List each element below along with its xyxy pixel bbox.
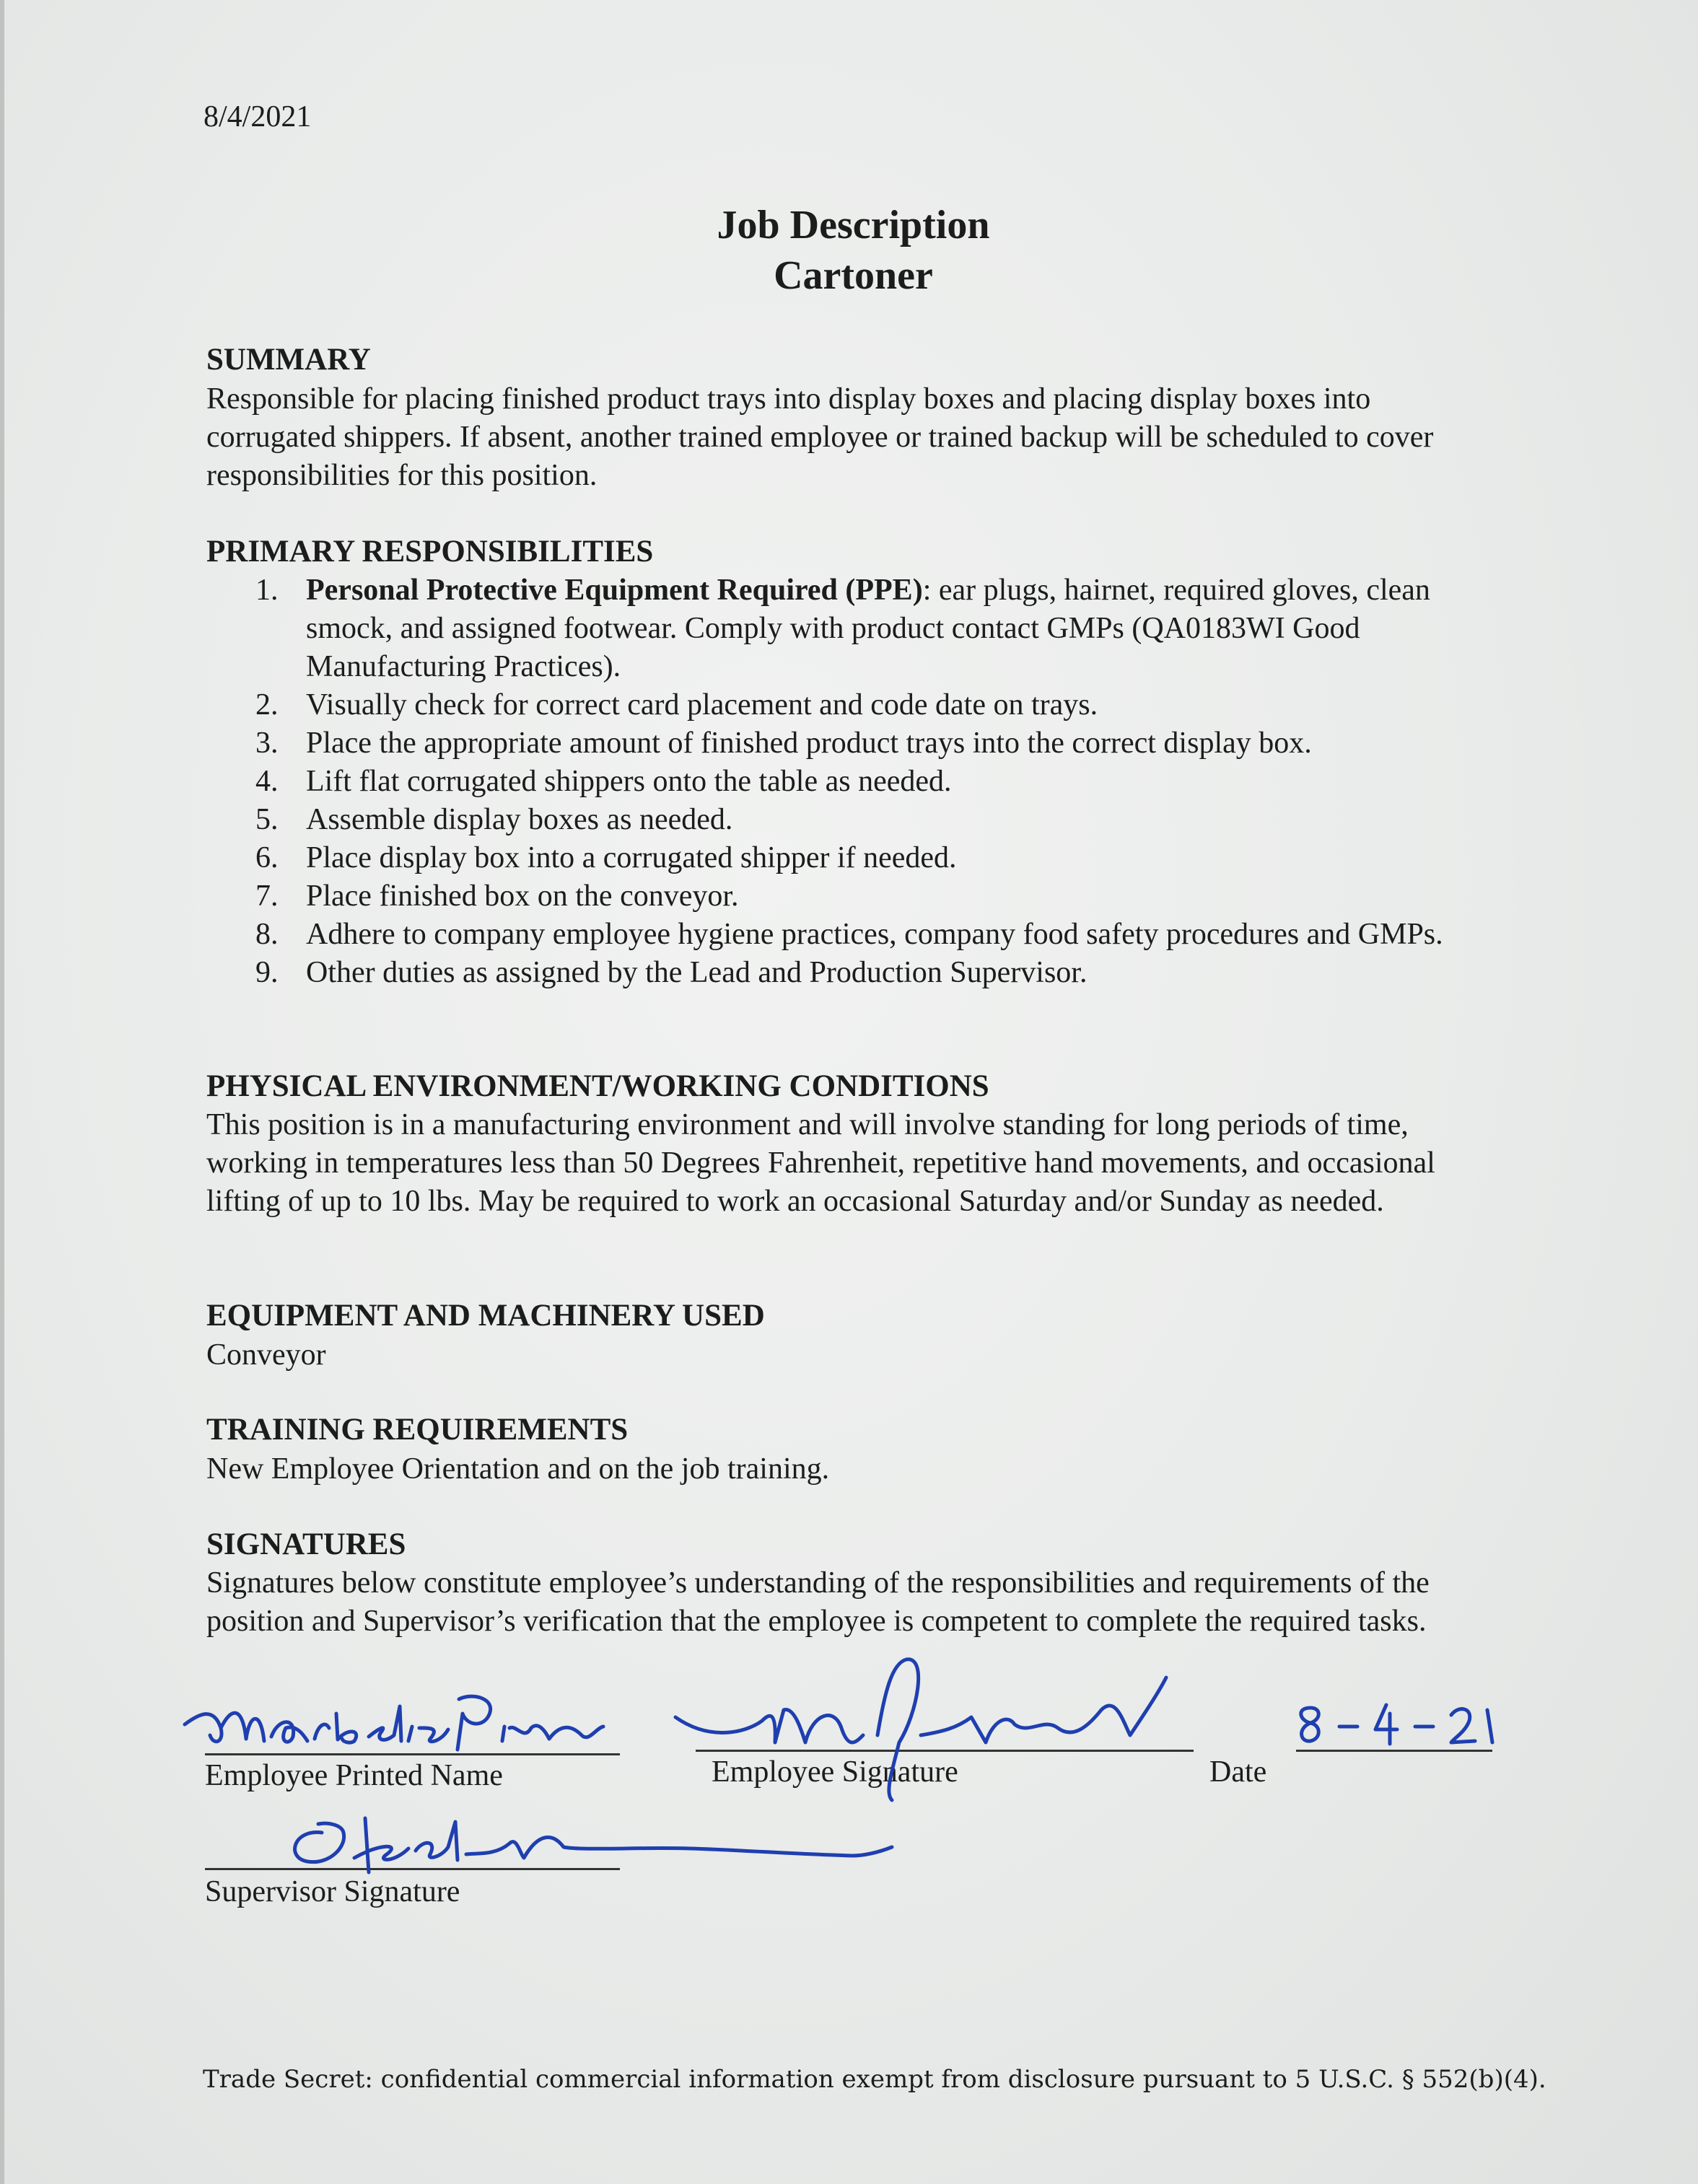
list-item [206, 954, 1505, 992]
list-item-number: 1. [255, 574, 279, 607]
trade-secret-footer: Trade Secret: confidential commercial information exempt from disclosure pursuant to 5 U.S.C. § 552(b)(4). [203, 2065, 1546, 2094]
responsibilities-list [206, 571, 1505, 992]
date-line [1296, 1750, 1492, 1752]
list-item-text: Place finished box on the conveyor. [306, 880, 739, 913]
signatures-text: Signatures below constitute employee’s understanding of the responsibilities and requirements of the position and Supervisor’s verification that the employee is competent to complete the required tasks. [206, 1566, 1430, 1638]
list-item-text: Place display box into a corrugated shipper if needed. [306, 841, 957, 874]
list-item [206, 763, 1505, 801]
training-heading: TRAINING REQUIREMENTS [206, 1413, 629, 1447]
physical-environment-text: This position is in a manufacturing environment and will involve standing for long periods of time, working in temperatures less than 50 Degrees Fahrenheit, repetitive hand movements, and occasional lifting of up to 10 lbs. May be required to work an occasional Saturday and/or Sunday as needed. [206, 1108, 1435, 1218]
list-item-number: 2. [255, 688, 279, 722]
summary-heading: SUMMARY [206, 343, 371, 377]
list-item-number: 8. [255, 918, 279, 951]
list-item-text: : ear plugs, hairnet, required gloves, clean smock, and assigned footwear. Comply with product contact GMPs (QA0183WI Good Manufacturing Practices). [306, 574, 1430, 683]
list-item-text: Assemble display boxes as needed. [306, 803, 733, 836]
document-date: 8/4/2021 [204, 100, 312, 133]
supervisor-signature-label: Supervisor Signature [205, 1875, 460, 1908]
employee-signature-ink [668, 1649, 1217, 1807]
job-title: Cartoner [774, 253, 933, 298]
date-label: Date [1209, 1755, 1267, 1789]
physical-environment-heading: PHYSICAL ENVIRONMENT/WORKING CONDITIONS [206, 1069, 989, 1103]
list-item [206, 916, 1505, 954]
date-handwriting [1289, 1699, 1505, 1750]
list-item [206, 724, 1505, 763]
document-title: Job Description [717, 203, 990, 247]
equipment-text: Conveyor [206, 1338, 326, 1372]
list-item-number: 5. [255, 803, 279, 836]
employee-signature-label: Employee Signature [712, 1755, 958, 1789]
list-item-number: 7. [255, 880, 279, 913]
list-item [206, 839, 1505, 877]
list-item-text: Visually check for correct card placement and code date on trays. [306, 688, 1098, 722]
list-item-text: Place the appropriate amount of finished product trays into the correct display box. [306, 727, 1312, 760]
signatures-heading: SIGNATURES [206, 1527, 406, 1561]
list-item [206, 877, 1505, 916]
list-item-number: 4. [255, 765, 279, 798]
list-item [206, 686, 1505, 724]
employee-printed-name-handwriting [170, 1685, 618, 1764]
summary-text: Responsible for placing finished product trays into display boxes and placing display boxes into corrugated shippers. If absent, another trained employee or trained backup will be scheduled to cover responsibilities for this position. [206, 382, 1434, 492]
list-item [206, 801, 1505, 839]
list-item-bold: Personal Protective Equipment Required (PPE) [306, 574, 923, 607]
list-item-text: Lift flat corrugated shippers onto the table as needed. [306, 765, 952, 798]
list-item-number: 3. [255, 727, 279, 760]
supervisor-signature-ink [279, 1804, 964, 1883]
list-item-number: 9. [255, 956, 279, 989]
employee-printed-name-label: Employee Printed Name [205, 1759, 503, 1792]
equipment-heading: EQUIPMENT AND MACHINERY USED [206, 1299, 765, 1333]
list-item-number: 6. [255, 841, 279, 874]
list-item-text: Adhere to company employee hygiene practices, company food safety procedures and GMPs. [306, 918, 1443, 951]
list-item-text: Other duties as assigned by the Lead and Production Supervisor. [306, 956, 1087, 989]
list-item [206, 571, 1505, 686]
primary-responsibilities-heading: PRIMARY RESPONSIBILITIES [206, 535, 654, 569]
training-text: New Employee Orientation and on the job training. [206, 1452, 830, 1486]
